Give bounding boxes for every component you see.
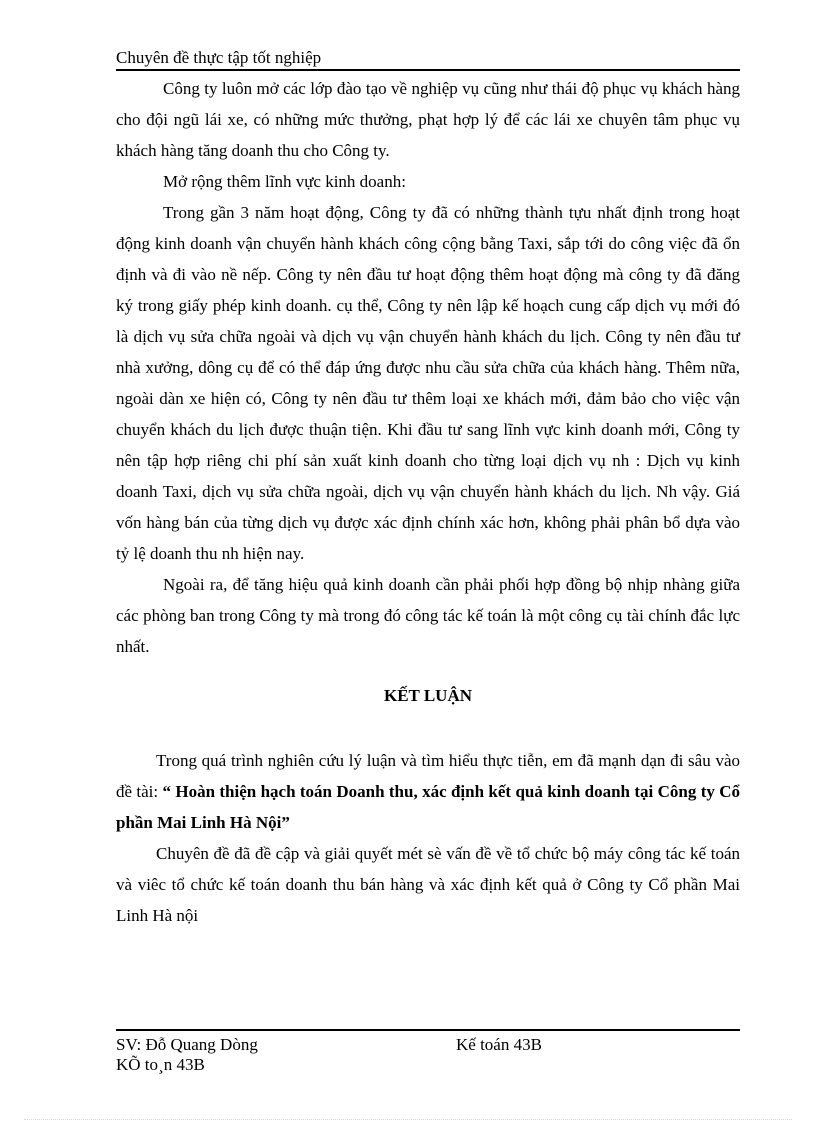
footer-class-right: Kế toán 43B [456,1035,542,1054]
paragraph-training: Công ty luôn mở các lớp đào tạo về nghiệp vụ cũng như thái độ phục vụ khách hàng cho đội ngũ lái xe, có những mức thưởng, phạt hợp lý để các lái xe chuyên tâm phục vụ khách hàng tăng doanh thu cho Công ty. [116,79,740,160]
page-header-title: Chuyên đề thực tập tốt nghiệp [116,48,322,67]
conclusion-intro-text: Trong quá trình nghiên cứu lý luận và tìm hiểu thực tiễn, em đã mạnh dạn đi sâu vào đề tài: [116,751,740,801]
document-body [116,73,740,931]
paragraph-coordination: Ngoài ra, để tăng hiệu quả kinh doanh cần phải phối hợp đồng bộ nhịp nhàng giữa các phòng ban trong Công ty mà trong đó công tác kế toán là một công cụ tài chính đắc lực nhất. [116,575,740,656]
page-footer [116,1035,740,1075]
section-heading-conclusion: KẾT LUẬN [383,686,472,705]
paragraph-conclusion-intro [116,745,740,838]
paragraph-conclusion-summary: Chuyên đề đã đề cập và giải quyết mét sè vấn đề về tổ chức bộ máy công tác kế toán và viêc tổ chức kế toán doanh thu bán hàng và xác định kết quả ở Công ty Cổ phần Mai Linh Hà nội [116,844,740,925]
page-bottom-dotted-line [24,1119,792,1120]
footer-divider [116,1029,740,1031]
footer-student-name: SV: Đỗ Quang Dòng [116,1035,258,1054]
paragraph-achievements: Trong gần 3 năm hoạt động, Công ty đã có những thành tựu nhất định trong hoạt động kinh doanh vận chuyển hành khách công cộng bằng Taxi, sắp tới do công việc đã ổn định và đi vào nề nếp. Công ty nên đầu tư hoạt động thêm hoạt động mà công ty đã đăng ký trong giấy phép kinh doanh. cụ thể, Công ty nên lập kế hoạch cung cấp dịch vụ mới đó là dịch vụ sửa chữa ngoài và dịch vụ vận chuyển hành khách du lịch. Công ty nên đầu tư nhà xưởng, dông cụ để có thể đáp ứng được nhu cầu sửa chữa của khách hàng. Thêm nữa, ngoài dàn xe hiện có, Công ty nên đầu tư thêm loại xe khách mới, đảm bảo cho việc vận chuyển khách du lịch được thuận tiện. Khi đầu tư sang lĩnh vực kinh doanh mới, Công ty nên tập hợp riêng chi phí sản xuất kinh doanh cho từng loại dịch vụ nh : Dịch vụ kinh doanh Taxi, dịch vụ sửa chữa ngoài, dịch vụ vận chuyển hành khách du lịch. Nh vậy. Giá vốn hàng bán của từng dịch vụ được xác định chính xác hơn, không phải phân bổ dựa vào tỷ lệ doanh thu nh hiện nay. [116,203,740,563]
footer-class-left: KÕ to¸n 43B [116,1055,205,1074]
thesis-title: “ Hoàn thiện hạch toán Doanh thu, xác định kết quả kinh doanh tại Công ty Cổ phần Mai Linh Hà Nội” [116,782,740,832]
paragraph-expand-business: Mở rộng thêm lĩnh vực kinh doanh: [163,172,406,191]
header-divider [116,69,740,71]
